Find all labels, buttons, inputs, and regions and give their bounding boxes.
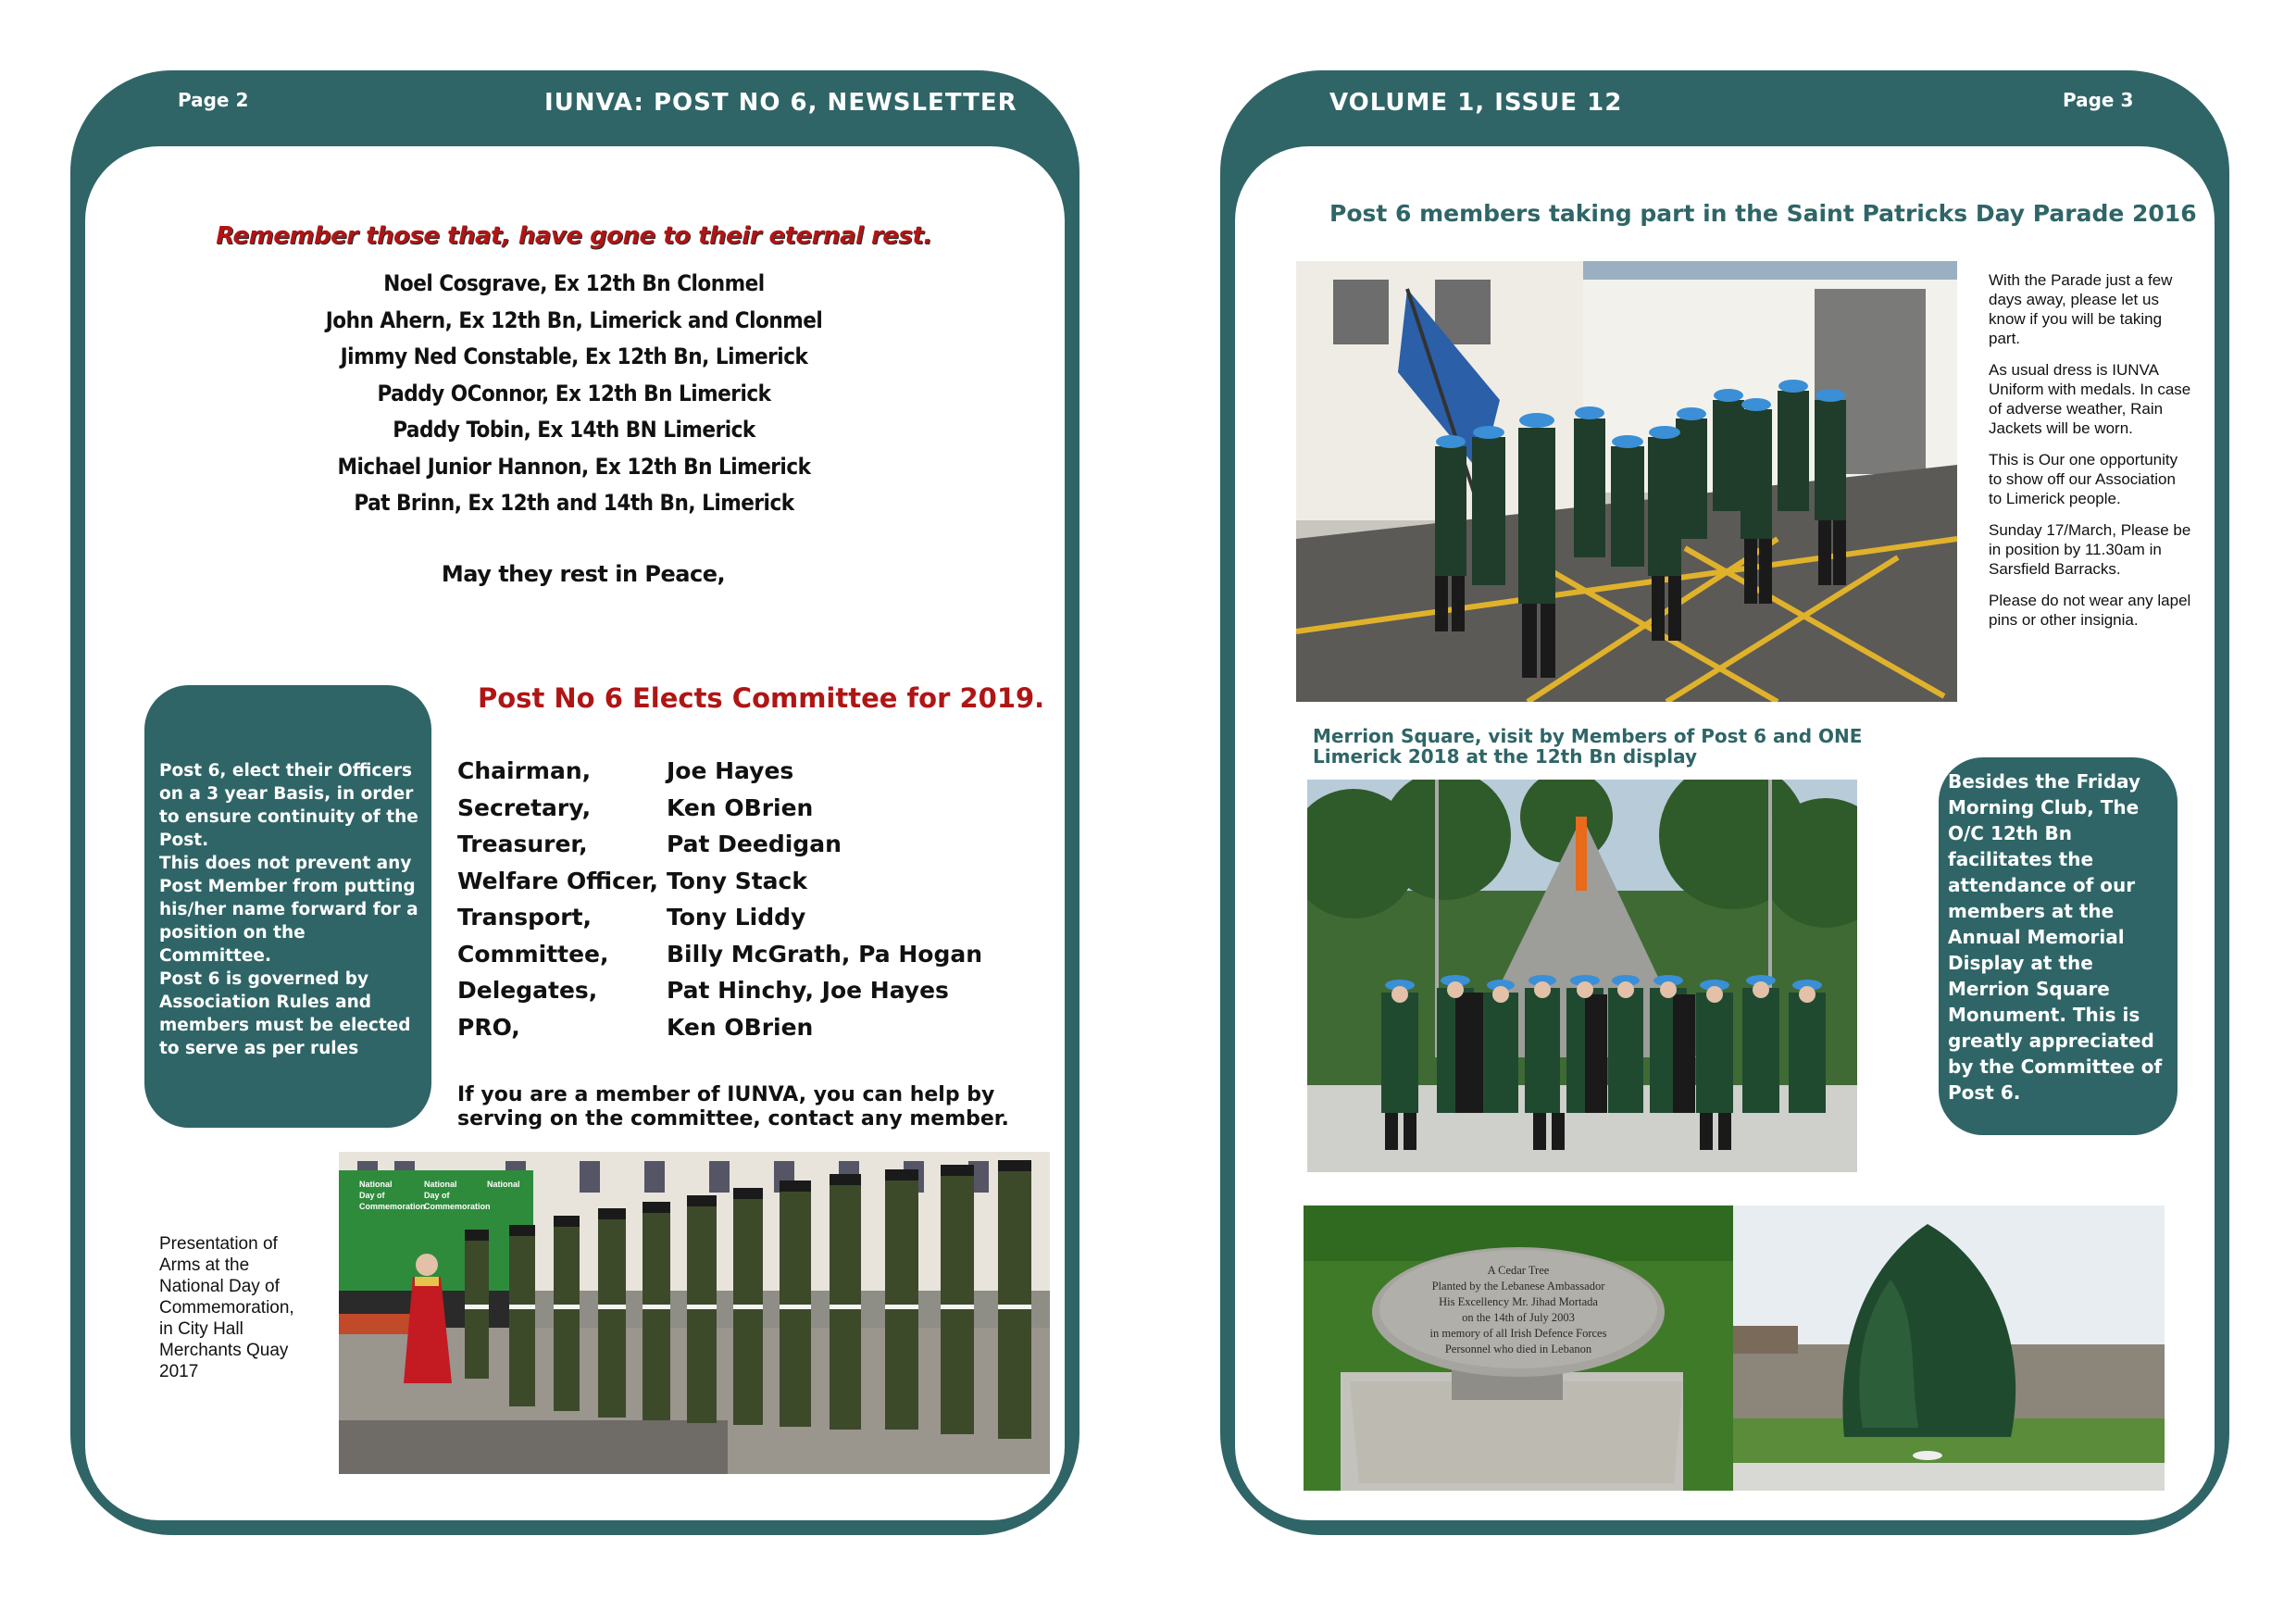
caption-line: Commemoration, <box>159 1298 294 1318</box>
memorial-name: John Ahern, Ex 12th Bn, Limerick and Clonmel <box>325 306 823 333</box>
committee-member: Pat Hinchy, Joe Hayes <box>667 977 949 1004</box>
info-paragraph: Post 6 is governed by Association Rules and members must be elected to serve as per rules <box>159 969 411 1058</box>
committee-row <box>457 904 1105 941</box>
memorial-name: Michael Junior Hannon, Ex 12th Bn Limerick <box>337 453 811 480</box>
committee-row <box>457 1014 1105 1051</box>
committee-role: Transport, <box>457 904 593 931</box>
left-page-number: Page 2 <box>178 89 249 111</box>
memorial-name: Jimmy Ned Constable, Ex 12th Bn, Limerick <box>340 344 808 369</box>
rest-in-peace-text: May they rest in Peace, <box>441 561 726 587</box>
committee-member: Tony Liddy <box>667 904 806 931</box>
banner-text: National <box>424 1180 457 1189</box>
friday-club-box <box>1939 757 2177 1135</box>
merrion-heading-line: Merrion Square, visit by Members of Post 6 and ONE <box>1313 725 1863 747</box>
committee-member: Ken OBrien <box>667 1013 814 1041</box>
caption-line: National Day of <box>159 1277 280 1296</box>
remember-heading: Remember those that, have gone to their eternal rest. <box>216 222 932 250</box>
merrion-square-photo <box>1307 780 1857 1172</box>
parade-heading: Post 6 members taking part in the Saint Patricks Day Parade 2016 <box>1329 200 2197 227</box>
parade-note: This is Our one opportunity to show off our Association to Limerick people. <box>1989 451 2178 507</box>
committee-row <box>457 757 1105 794</box>
committee-role: PRO, <box>457 1013 520 1041</box>
help-text: If you are a member of IUNVA, you can help by serving on the committee, contact any member. <box>457 1083 1009 1131</box>
info-paragraph: Post 6, elect their Officers on a 3 year Basis, in order to ensure continuity of the Post. <box>159 761 418 850</box>
plaque-line: His Excellency Mr. Jihad Mortada <box>1439 1295 1598 1308</box>
merrion-heading <box>1313 726 1862 767</box>
committee-member: Pat Deedigan <box>667 831 842 857</box>
friday-club-text: Besides the Friday Morning Club, The O/C 12th Bn facilitates the attendance of our members at the Annual Memorial Display at the Merrion Square Monument. This is greatly appreciated by the Committee of Post 6. <box>1948 770 2163 1104</box>
banner-text: National <box>359 1180 393 1189</box>
memorial-name: Noel Cosgrave, Ex 12th Bn Clonmel <box>383 270 765 296</box>
merrion-heading-line: Limerick 2018 at the 12th Bn display <box>1313 745 1698 768</box>
banner-text: Day of <box>359 1191 385 1200</box>
committee-role: Welfare Officer, <box>457 867 659 894</box>
parade-note: Please do not wear any lapel pins or other insignia. <box>1989 592 2191 629</box>
committee-role: Secretary, <box>457 793 592 821</box>
election-info-box <box>144 685 431 1128</box>
committee-member: Joe Hayes <box>667 757 794 784</box>
parade-note: As usual dress is IUNVA Uniform with medals. In case of adverse weather, Rain Jackets will be worn. <box>1989 361 2191 437</box>
committee-role: Delegates, <box>457 977 598 1004</box>
parade-note: With the Parade just a few days away, please let us know if you will be taking part. <box>1989 271 2173 347</box>
committee-heading: Post No 6 Elects Committee for 2019. <box>478 682 1045 714</box>
committee-row <box>457 868 1105 905</box>
committee-role: Committee, <box>457 940 609 968</box>
plaque-line: Personnel who died in Lebanon <box>1444 1343 1592 1355</box>
caption-line: Merchants Quay <box>159 1341 289 1360</box>
caption-line: in City Hall <box>159 1319 243 1339</box>
committee-row <box>457 977 1105 1014</box>
plaque-line: in memory of all Irish Defence Forces <box>1429 1327 1607 1340</box>
committee-row <box>457 831 1105 868</box>
banner-text: National <box>487 1180 520 1189</box>
parade-notes <box>1989 270 2192 642</box>
banner-text: Day of <box>424 1191 450 1200</box>
left-header-title: IUNVA: POST NO 6, NEWSLETTER <box>544 89 1017 117</box>
committee-member: Tony Stack <box>667 867 807 894</box>
info-paragraph: This does not prevent any Post Member from putting his/her name forward for a position on the Committee. <box>159 854 418 966</box>
memorial-name: Paddy Tobin, Ex 14th BN Limerick <box>393 417 755 443</box>
committee-row <box>457 941 1105 978</box>
committee-row <box>457 794 1105 831</box>
presentation-of-arms-photo <box>339 1152 1050 1474</box>
cedar-plaque-photo <box>1304 1206 1733 1491</box>
right-page-number: Page 3 <box>2063 89 2134 111</box>
parade-photo <box>1296 261 1957 702</box>
plaque-line: Planted by the Lebanese Ambassador <box>1431 1280 1605 1293</box>
memorial-name: Pat Brinn, Ex 12th and 14th Bn, Limerick <box>354 490 794 516</box>
memorial-names-list <box>185 266 963 522</box>
right-header-title: VOLUME 1, ISSUE 12 <box>1329 89 1623 117</box>
committee-list <box>457 757 1105 1063</box>
memorial-name: Paddy OConnor, Ex 12th Bn Limerick <box>377 380 771 406</box>
plaque-line: on the 14th of July 2003 <box>1462 1311 1575 1324</box>
parade-note: Sunday 17/March, Please be in position by 11.30am in Sarsfield Barracks. <box>1989 521 2191 578</box>
caption-line: Presentation of <box>159 1234 278 1254</box>
photo-caption <box>159 1233 335 1382</box>
committee-role: Treasurer, <box>457 831 588 857</box>
plaque-line: A Cedar Tree <box>1487 1264 1550 1277</box>
committee-member: Billy McGrath, Pa Hogan <box>667 940 983 968</box>
banner-text: Commemoration <box>424 1202 491 1211</box>
committee-role: Chairman, <box>457 757 592 784</box>
committee-member: Ken OBrien <box>667 793 814 821</box>
banner-text: Commemoration <box>359 1202 426 1211</box>
caption-line: 2017 <box>159 1362 199 1381</box>
caption-line: Arms at the <box>159 1255 250 1275</box>
cedar-tree-photo <box>1733 1206 2165 1491</box>
